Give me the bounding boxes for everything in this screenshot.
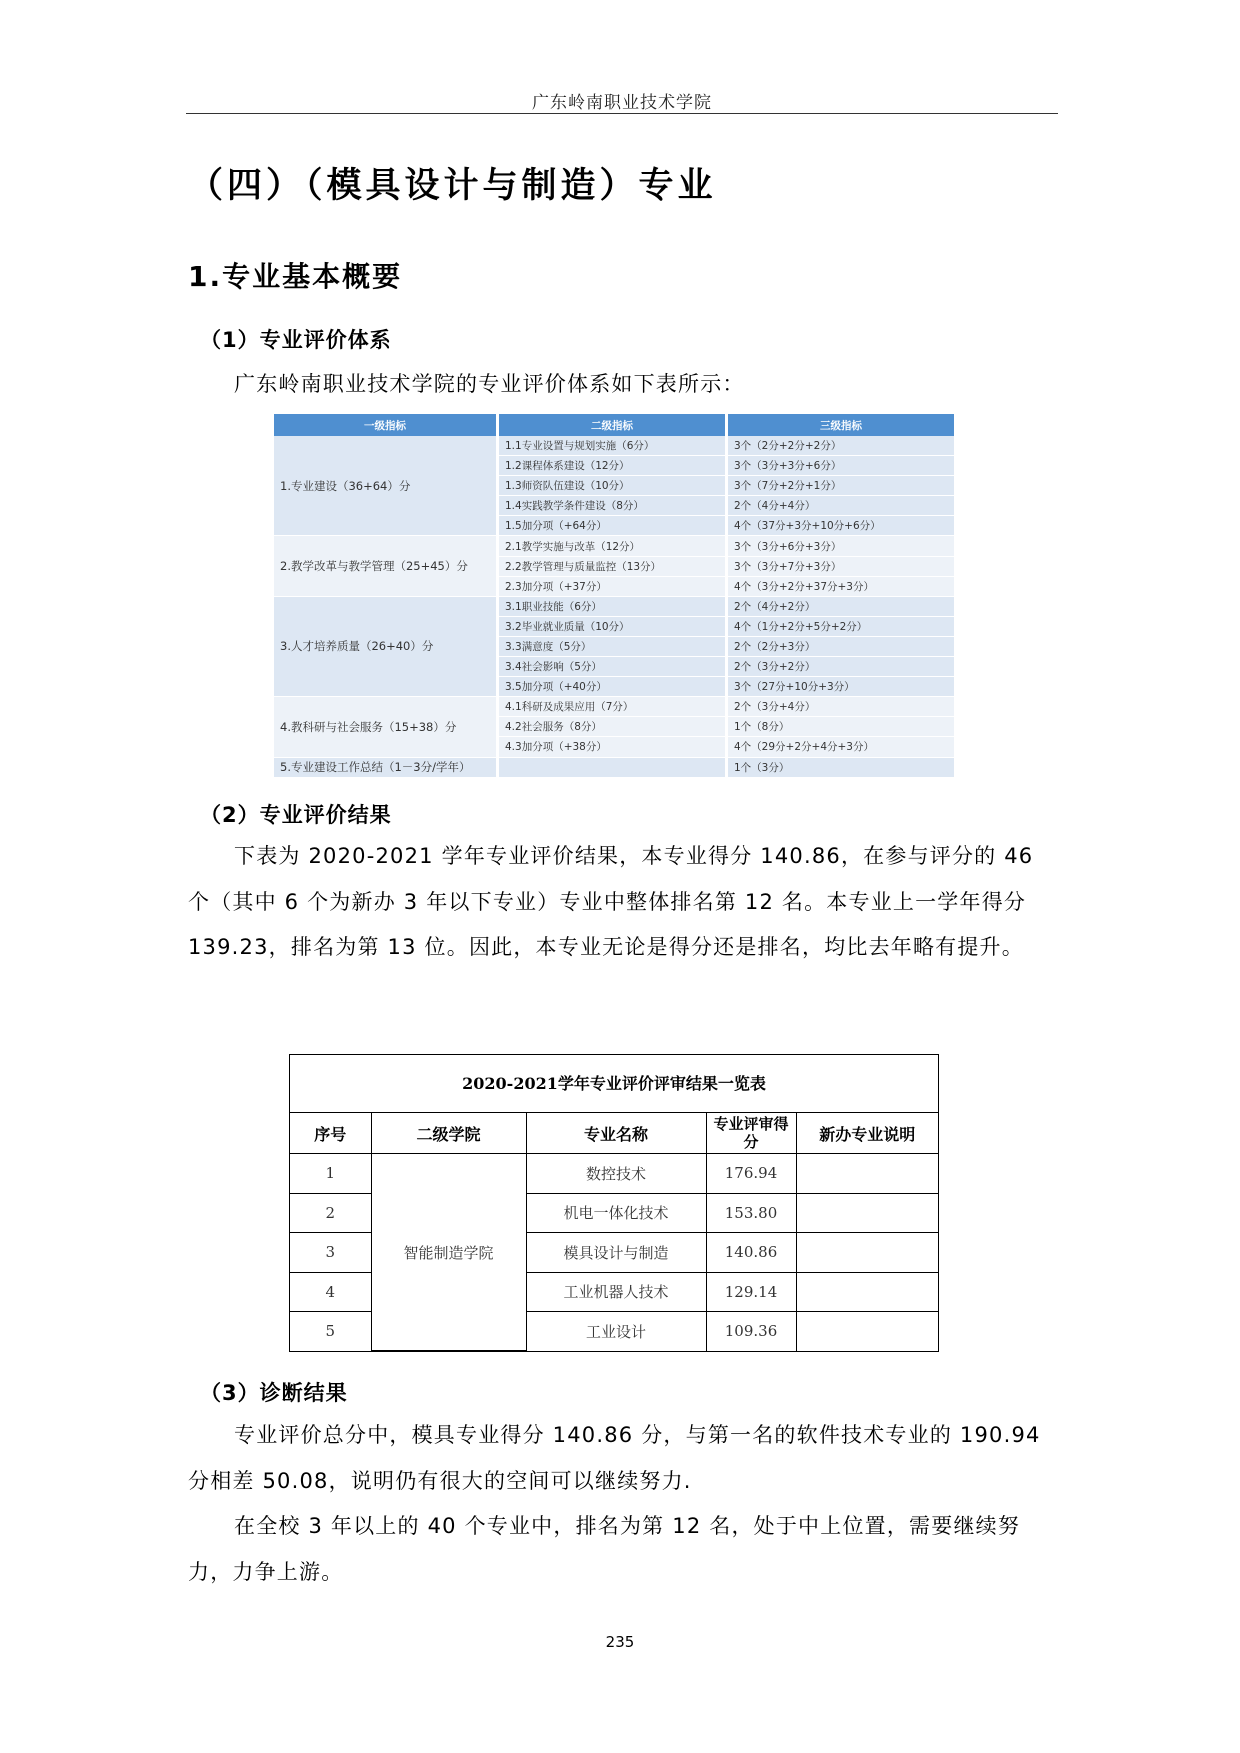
level3-indicator: 3个（7分+2分+1分） xyxy=(728,476,954,496)
level3-indicator: 2个（4分+2分） xyxy=(728,597,954,617)
results-major-cell: 工业设计 xyxy=(526,1312,706,1351)
level1-indicator: 4.教科研与社会服务（15+38）分 xyxy=(274,697,496,757)
results-score-cell: 153.80 xyxy=(706,1193,796,1233)
results-major-cell: 数控技术 xyxy=(526,1154,706,1194)
level3-indicator: 4个（37分+3分+10分+6分） xyxy=(728,516,954,536)
results-note-cell xyxy=(796,1272,938,1312)
results-paragraph: 下表为 2020-2021 学年专业评价结果，本专业得分 140.86，在参与评分的 46 个（其中 6 个为新办 3 年以下专业）专业中整体排名第 12 名。本专业上一学年得分 139.23，排名为第 13 位。因此，本专业无论是得分还是排名，均比去年略有提升。 xyxy=(188,844,1034,959)
level2-indicator: 2.1教学实施与改革（12分） xyxy=(499,536,725,556)
results-score-cell: 129.14 xyxy=(706,1272,796,1312)
evaluation-results-text xyxy=(188,834,1044,971)
subsection-diagnosis-title: （3）诊断结果 xyxy=(200,1381,348,1405)
level3-indicator: 1个（8分） xyxy=(728,717,954,737)
page-number: 235 xyxy=(605,1633,635,1651)
evaluation-table-row xyxy=(274,758,954,778)
level1-indicator: 1.专业建设（36+64）分 xyxy=(274,436,496,536)
level2-indicator: 1.5加分项（+64分） xyxy=(499,516,725,536)
level1-indicator: 5.专业建设工作总结（1－3分/学年） xyxy=(274,758,496,778)
diagnosis-paragraph-1: 专业评价总分中，模具专业得分 140.86 分，与第一名的软件技术专业的 190.94 分相差 50.08，说明仍有很大的空间可以继续努力. xyxy=(188,1423,1041,1493)
results-note-cell xyxy=(796,1154,938,1194)
level2-indicator: 3.5加分项（+40分） xyxy=(499,677,725,697)
results-index-cell: 4 xyxy=(290,1272,371,1312)
header-level2: 二级指标 xyxy=(499,414,725,436)
level3-indicator: 4个（29分+2分+4分+3分） xyxy=(728,737,954,757)
results-table-caption: 2020-2021学年专业评价评审结果一览表 xyxy=(290,1055,938,1113)
level2-indicator: 3.3满意度（5分） xyxy=(499,637,725,657)
header-new-major-note: 新办专业说明 xyxy=(796,1113,938,1154)
results-row xyxy=(290,1154,938,1194)
level3-indicator: 4个（1分+2分+5分+2分） xyxy=(728,617,954,637)
level2-indicator: 3.1职业技能（6分） xyxy=(499,597,725,617)
results-index-cell: 5 xyxy=(290,1312,371,1351)
level2-indicator: 2.3加分项（+37分） xyxy=(499,577,725,597)
evaluation-results-table xyxy=(289,1054,939,1352)
results-index-cell: 2 xyxy=(290,1193,371,1233)
level2-indicator: 1.2课程体系建设（12分） xyxy=(499,456,725,476)
heading-overview: 1.专业基本概要 xyxy=(188,260,403,293)
header-level3: 三级指标 xyxy=(728,414,954,436)
subsection-evaluation-system-title: （1）专业评价体系 xyxy=(200,328,392,352)
evaluation-table-row xyxy=(274,597,954,617)
level2-indicator: 3.2毕业就业质量（10分） xyxy=(499,617,725,637)
level2-indicator: 1.3师资队伍建设（10分） xyxy=(499,476,725,496)
level2-indicator: 4.2社会服务（8分） xyxy=(499,717,725,737)
results-note-cell xyxy=(796,1193,938,1233)
header-divider xyxy=(186,113,1058,114)
results-score-cell: 109.36 xyxy=(706,1312,796,1351)
level2-indicator: 4.3加分项（+38分） xyxy=(499,737,725,757)
header-level1: 一级指标 xyxy=(274,414,496,436)
header-college: 二级学院 xyxy=(371,1113,526,1154)
level3-indicator: 2个（2分+3分） xyxy=(728,637,954,657)
level2-indicator xyxy=(499,758,725,778)
level2-indicator: 3.4社会影响（5分） xyxy=(499,657,725,677)
level3-indicator: 4个（3分+2分+37分+3分） xyxy=(728,577,954,597)
evaluation-table-header xyxy=(274,414,954,436)
results-index-cell: 1 xyxy=(290,1154,371,1194)
evaluation-system-table xyxy=(271,414,957,778)
level2-indicator: 2.2教学管理与质量监控（13分） xyxy=(499,557,725,577)
level2-indicator: 1.4实践教学条件建设（8分） xyxy=(499,496,725,516)
results-college-cell: 智能制造学院 xyxy=(371,1154,526,1351)
level3-indicator: 3个（2分+2分+2分） xyxy=(728,436,954,456)
evaluation-table-row xyxy=(274,697,954,717)
level2-indicator: 4.1科研及成果应用（7分） xyxy=(499,697,725,717)
level3-indicator: 3个（3分+3分+6分） xyxy=(728,456,954,476)
level2-indicator: 1.1专业设置与规划实施（6分） xyxy=(499,436,725,456)
level3-indicator: 3个（3分+7分+3分） xyxy=(728,557,954,577)
results-score-cell: 140.86 xyxy=(706,1233,796,1273)
level3-indicator: 2个（3分+2分） xyxy=(728,657,954,677)
section-title: （四）（模具设计与制造）专业 xyxy=(188,166,717,206)
evaluation-table-row xyxy=(274,436,954,456)
header-score: 专业评审得分 xyxy=(706,1113,796,1154)
level3-indicator: 2个（4分+4分） xyxy=(728,496,954,516)
results-header-row xyxy=(290,1113,938,1154)
results-major-cell: 工业机器人技术 xyxy=(526,1272,706,1312)
running-header: 广东岭南职业技术学院 xyxy=(532,93,712,113)
evaluation-system-intro xyxy=(188,362,1044,408)
diagnosis-text xyxy=(188,1413,1044,1595)
results-note-cell xyxy=(796,1312,938,1351)
results-score-cell: 176.94 xyxy=(706,1154,796,1194)
level3-indicator: 2个（3分+4分） xyxy=(728,697,954,717)
subsection-evaluation-results-title: （2）专业评价结果 xyxy=(200,803,392,827)
results-table-grid xyxy=(290,1113,938,1351)
diagnosis-paragraph-2: 在全校 3 年以上的 40 个专业中，排名为第 12 名，处于中上位置，需要继续努力，力争上游。 xyxy=(188,1514,1021,1584)
results-note-cell xyxy=(796,1233,938,1273)
header-major: 专业名称 xyxy=(526,1113,706,1154)
header-index: 序号 xyxy=(290,1113,371,1154)
intro-paragraph: 广东岭南职业技术学院的专业评价体系如下表所示： xyxy=(234,372,745,396)
level3-indicator: 1个（3分） xyxy=(728,758,954,778)
level3-indicator: 3个（27分+10分+3分） xyxy=(728,677,954,697)
evaluation-table-row xyxy=(274,536,954,556)
results-major-cell: 机电一体化技术 xyxy=(526,1193,706,1233)
results-index-cell: 3 xyxy=(290,1233,371,1273)
level1-indicator: 2.教学改革与教学管理（25+45）分 xyxy=(274,536,496,596)
results-major-cell: 模具设计与制造 xyxy=(526,1233,706,1273)
level3-indicator: 3个（3分+6分+3分） xyxy=(728,536,954,556)
level1-indicator: 3.人才培养质量（26+40）分 xyxy=(274,597,496,697)
